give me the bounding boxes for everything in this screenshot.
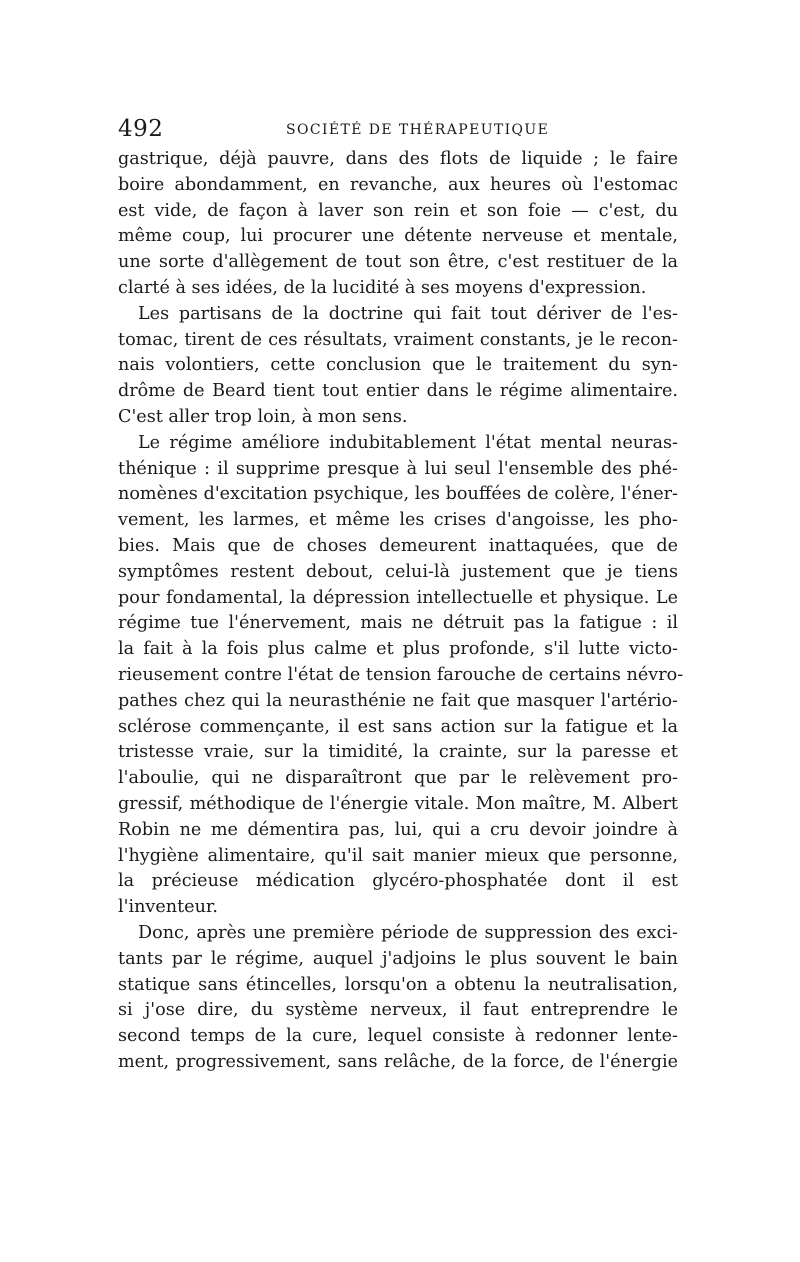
text-line: gastrique, déjà pauvre, dans des flots de liquide ; le faire [118, 149, 678, 169]
text-line: rieusement contre l'état de tension farouche de certains névro- [118, 664, 684, 685]
text-line: même coup, lui procurer une détente nerveuse et mentale, [118, 226, 678, 247]
text-line: la précieuse médication glycéro-phosphatée dont il est [118, 871, 678, 892]
text-line: boire abondamment, en revanche, aux heures où l'estomac [118, 174, 678, 195]
text-line: Robin ne me démentira pas, lui, qui a cru devoir joindre à [118, 819, 678, 840]
text-line: thénique : il supprime presque à lui seul l'ensemble des phé- [118, 458, 678, 479]
text-line: tants par le régime, auquel j'adjoins le plus souvent le bain [118, 948, 678, 969]
text-line: C'est aller trop loin, à mon sens. [118, 406, 408, 427]
text-line: une sorte d'allègement de tout son être, c'est restituer de la [118, 252, 678, 273]
text-line: Donc, après une première période de suppression des exci- [138, 922, 678, 943]
text-line: ment, progressivement, sans relâche, de la force, de l'énergie [118, 1051, 678, 1072]
text-line: statique sans étincelles, lorsqu'on a obtenu la neutralisation, [118, 974, 678, 995]
text-line: si j'ose dire, du système nerveux, il faut entreprendre le [118, 1000, 678, 1021]
text-line: l'hygiène alimentaire, qu'il sait manier mieux que personne, [118, 845, 678, 866]
body-text [118, 147, 684, 1076]
text-line: gressif, méthodique de l'énergie vitale. Mon maître, M. Albert [118, 793, 678, 814]
text-line: second temps de la cure, lequel consiste à redonner lente- [118, 1026, 678, 1047]
text-line: sclérose commençante, il est sans action sur la fatigue et la [118, 716, 678, 737]
text-line: drôme de Beard tient tout entier dans le régime alimentaire. [118, 381, 678, 402]
text-line: symptômes restent debout, celui-là justement que je tiens [118, 561, 678, 582]
running-head: SOCIÉTÉ DE THÉRAPEUTIQUE [286, 122, 550, 138]
text-line: est vide, de façon à laver son rein et son foie — c'est, du [118, 200, 678, 221]
text-line: Le régime améliore indubitablement l'état mental neuras- [138, 432, 678, 453]
text-line: clarté à ses idées, de la lucidité à ses moyens d'expression. [118, 277, 647, 298]
text-line: Les partisans de la doctrine qui fait tout dériver de l'es- [138, 303, 678, 324]
text-line: nomènes d'excitation psychique, les bouffées de colère, l'éner- [118, 484, 678, 505]
text-line: tomac, tirent de ces résultats, vraiment constants, je le recon- [118, 329, 678, 350]
text-line: pathes chez qui la neurasthénie ne fait que masquer l'artério- [118, 690, 678, 711]
text-line: pour fondamental, la dépression intellectuelle et physique. Le [118, 587, 678, 608]
text-line: tristesse vraie, sur la timidité, la crainte, sur la paresse et [118, 742, 678, 763]
text-line: vement, les larmes, et même les crises d'angoisse, les pho- [118, 510, 678, 531]
text-line: nais volontiers, cette conclusion que le traitement du syn- [118, 355, 678, 376]
text-line: régime tue l'énervement, mais ne détruit pas la fatigue : il [118, 613, 678, 634]
text-line: l'inventeur. [118, 897, 218, 918]
page-header [118, 114, 678, 146]
page-number: 492 [118, 116, 164, 142]
text-line: l'aboulie, qui ne disparaîtront que par le relèvement pro- [118, 768, 678, 789]
text-line: la fait à la fois plus calme et plus profonde, s'il lutte victo- [118, 639, 678, 660]
text-line: bies. Mais que de choses demeurent inattaquées, que de [118, 535, 678, 556]
